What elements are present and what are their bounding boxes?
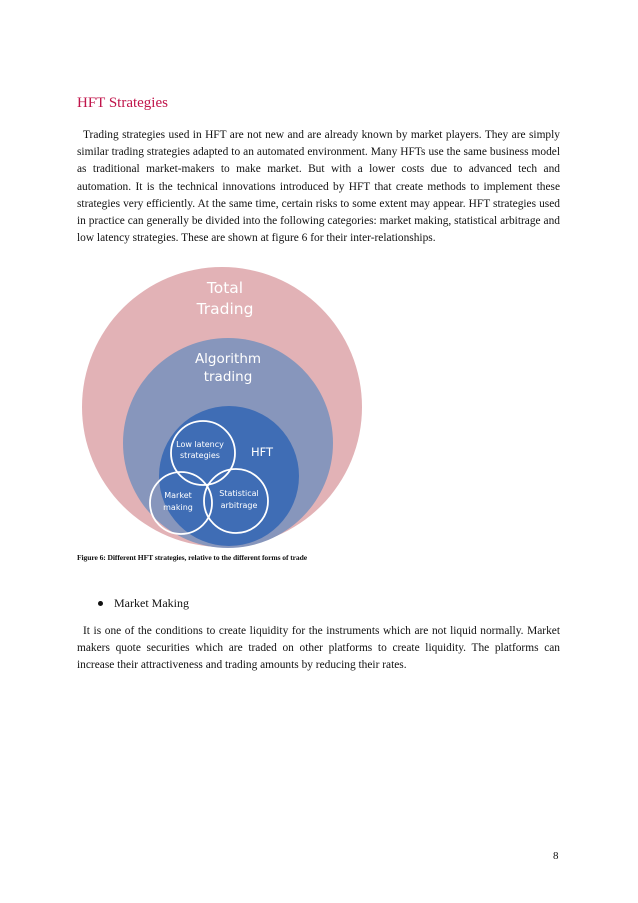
market-making-label-line2: making [163, 503, 193, 512]
section-title: HFT Strategies [77, 95, 168, 111]
algorithm-trading-label-line1: Algorithm [194, 351, 262, 367]
market-making-label-line1: Market [164, 491, 192, 500]
algorithm-trading-label-line2: trading [203, 369, 253, 385]
low-latency-label-line1: Low latency [176, 440, 224, 449]
statistical-arbitrage-label-line1: Statistical [219, 489, 259, 498]
bullet-item-market-making [98, 596, 189, 611]
bullet-icon [98, 601, 103, 606]
statistical-arbitrage-label-line2: arbitrage [220, 501, 258, 510]
page-number: 8 [553, 850, 559, 862]
total-trading-label-line2: Trading [196, 300, 254, 318]
hft-label: HFT [250, 445, 274, 459]
figure-caption: Figure 6: Different HFT strategies, relative to the different forms of trade [77, 553, 307, 562]
intro-paragraph: Trading strategies used in HFT are not new and are already known by market players. They are simply similar trading strategies adapted to an automated environment. Many HFTs use the same business model as traditional market-makers to make market. But with a lower costs due to advanced tech and automation. It is the technical innovations introduced by HFT that create methods to implement these strategies very efficiently. At the same time, certain risks to some extent may appear. HFT strategies used in practice can generally be divided into the following categories: market making, statistical arbitrage and low latency strategies. These are shown at figure 6 for their inter-relationships. [77, 129, 560, 245]
bullet-label: Market Making [114, 596, 189, 610]
low-latency-label-line2: strategies [180, 451, 220, 460]
hft-strategies-venn-diagram [72, 265, 372, 550]
market-making-paragraph: It is one of the conditions to create liquidity for the instruments which are not liquid normally. Market makers quote securities which are traded on other platforms to create liquidity. The platforms can increase their attractiveness and trading amounts by reducing their rates. [77, 625, 560, 672]
total-trading-label-line1: Total [206, 279, 244, 297]
